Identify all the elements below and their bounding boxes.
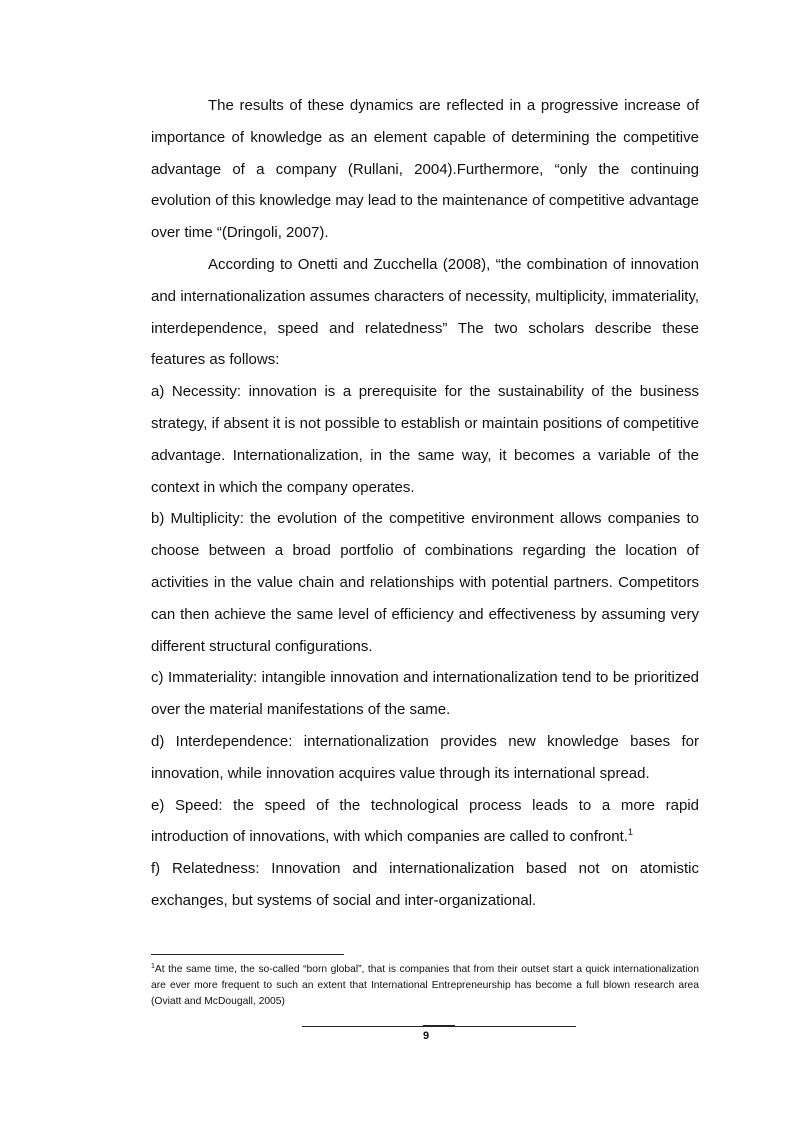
feature-relatedness: f) Relatedness: Innovation and internationalization based not on atomistic exchanges, but systems of social and inter-organizational. bbox=[151, 860, 699, 909]
feature-speed-text: e) Speed: the speed of the technological process leads to a more rapid introduction of innovations, with which companies are called to confront. bbox=[151, 796, 699, 846]
footnote-marker: 1 bbox=[151, 963, 155, 970]
footnote-reference: 1 bbox=[627, 827, 633, 838]
paragraph-knowledge: The results of these dynamics are reflected in a progressive increase of importance of knowledge as an element capable of determining the competitive advantage of a company (Rullani, 2004).Furthermore, “only the continuing evolution of this knowledge may lead to the maintenance of competitive advantage over time “(Dringoli, 2007). bbox=[151, 97, 699, 242]
paragraph-onetti-zucchella: According to Onetti and Zucchella (2008), “the combination of innovation and internationalization assumes characters of necessity, multiplicity, immateriality, interdependence, speed and relatedness” The two scholars describe these features as follows: bbox=[151, 255, 699, 369]
footnote-text: At the same time, the so-called “born global”, that is companies that from their outset start a quick internationalization are ever more frequent to such an extent that International Entrepreneurship has become a full blown research area (Oviatt and McDougall, 2005) bbox=[151, 964, 699, 1007]
feature-necessity: a) Necessity: innovation is a prerequisite for the sustainability of the business strategy, if absent it is not possible to establish or maintain positions of competitive advantage. Internationalization, in the same way, it becomes a variable of the context in which the company operates. bbox=[151, 383, 699, 496]
page-number-mark bbox=[423, 1025, 455, 1027]
footnote bbox=[151, 962, 699, 1010]
feature-immateriality: c) Immateriality: intangible innovation and internationalization tend to be prioritized over the material manifestations of the same. bbox=[151, 669, 699, 719]
feature-interdependence: d) Interdependence: internationalization provides new knowledge bases for innovation, while innovation acquires value through its international spread. bbox=[151, 732, 699, 782]
body-text bbox=[151, 90, 699, 917]
feature-speed bbox=[151, 790, 699, 854]
footnote-separator bbox=[151, 954, 344, 955]
feature-multiplicity: b) Multiplicity: the evolution of the competitive environment allows companies to choose between a broad portfolio of combinations regarding the location of activities in the value chain and relationships with potential partners. Competitors can then achieve the same level of efficiency and effectiveness by assuming very different structural configurations. bbox=[151, 510, 699, 655]
page-number: 9 bbox=[422, 1030, 430, 1042]
